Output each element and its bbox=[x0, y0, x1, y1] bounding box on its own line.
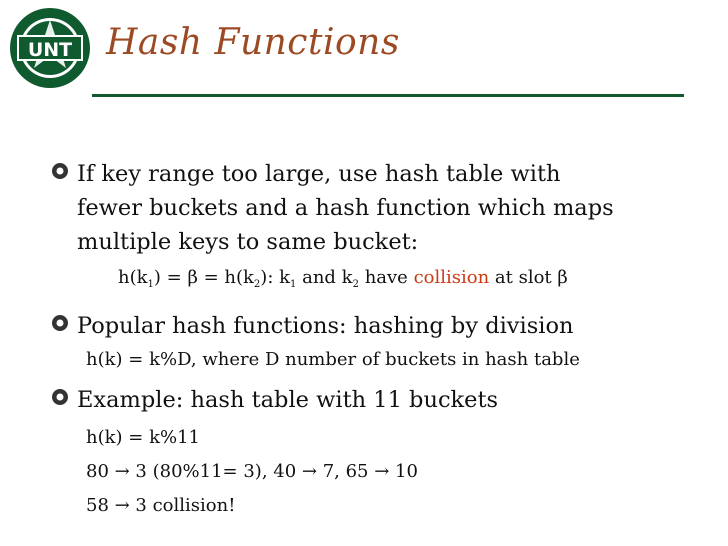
collision-highlight: collision bbox=[413, 267, 490, 288]
example-line-2: 80 → 3 (80%11= 3), 40 → 7, 65 → 10 bbox=[86, 461, 418, 482]
division-formula: h(k) = k%D, where D number of buckets in hash table bbox=[86, 349, 580, 370]
bullet-star-icon bbox=[50, 387, 70, 407]
example-line-3: 58 → 3 collision! bbox=[86, 495, 236, 516]
bullet-1-line-3: multiple keys to same bucket: bbox=[77, 229, 419, 255]
example-line-1: h(k) = k%11 bbox=[86, 427, 200, 448]
slide-title: Hash Functions bbox=[106, 22, 400, 63]
bullet-1-line-1: If key range too large, use hash table with bbox=[77, 161, 561, 187]
bullet-1-line-2: fewer buckets and a hash function which maps bbox=[77, 195, 614, 221]
bullet-star-icon bbox=[50, 313, 70, 333]
bullet-3-line-1: Example: hash table with 11 buckets bbox=[77, 387, 499, 413]
bullet-2-line-1: Popular hash functions: hashing by division bbox=[77, 313, 574, 339]
bullet-star-icon bbox=[50, 161, 70, 181]
logo-letters: UNT bbox=[27, 39, 73, 61]
collision-definition: $h(k_1) = \beta = h(k_2)$: $k_1$ and $k_2$ have collision at slot β bbox=[118, 267, 568, 290]
